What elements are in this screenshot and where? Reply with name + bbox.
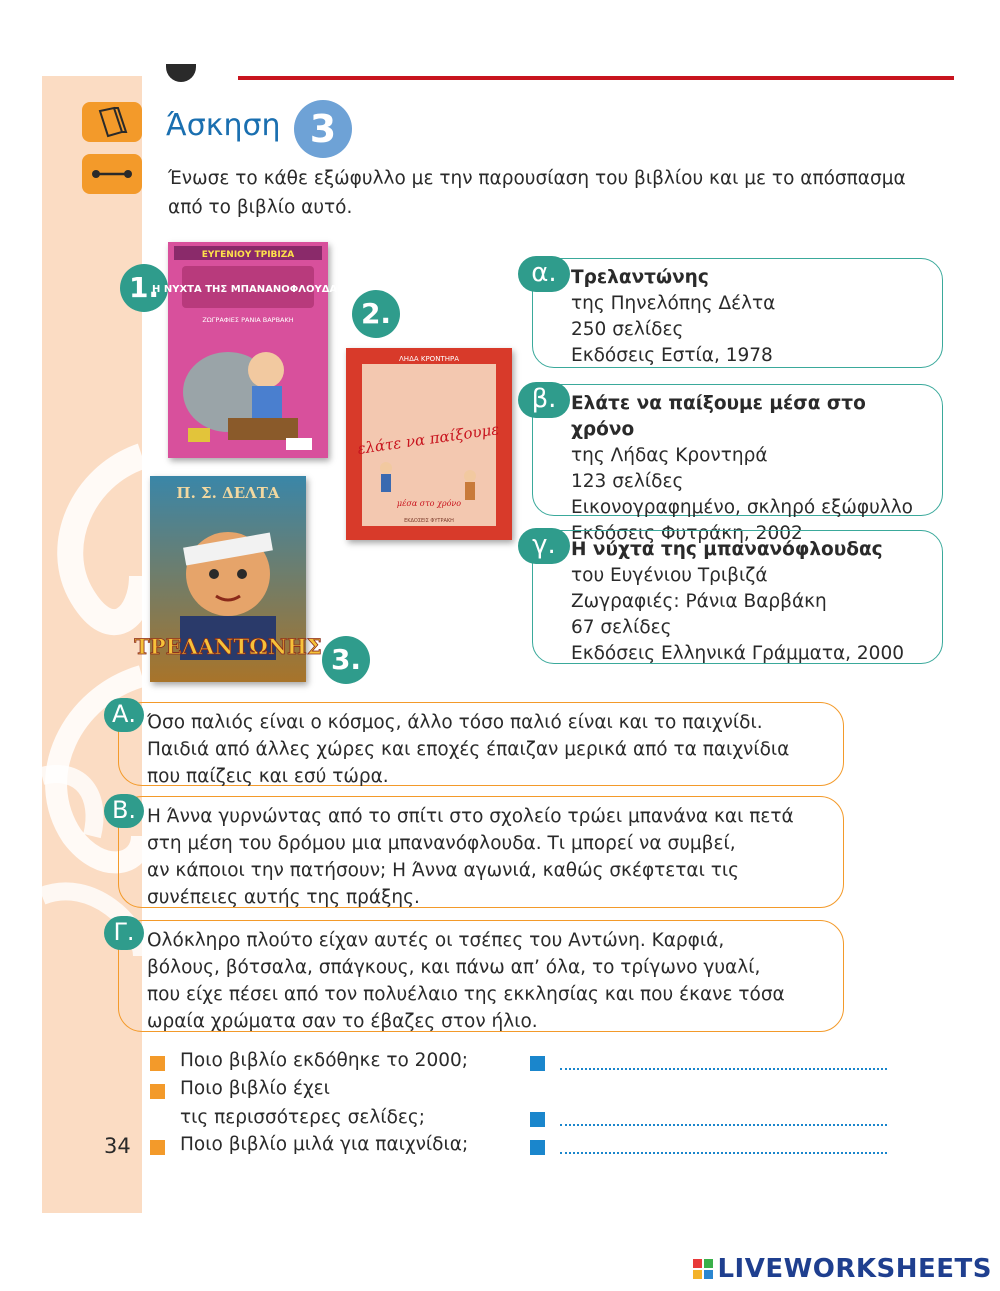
cover-1-sub: ΖΩΓΡΑΦΙΕΣ ΡΑΝΙΑ ΒΑΡΒΑΚΗ [202,316,294,324]
cover-2-sub: μέσα στο χρόνο [396,499,462,508]
info-a-line-1: της Πηνελόπης Δέλτα [571,293,776,314]
brand-name: LIVEWORKSHEETS [717,1254,992,1284]
connect-line-icon [82,154,142,194]
info-c-line-3: 67 σελίδες [571,617,672,638]
exercise-title: Άσκηση [166,108,281,143]
info-b-line-4: Εκδόσεις Φυτράκη, 2002 [571,523,803,544]
excerpt-letter-b: Β. [104,794,144,828]
cover-1-title: Η ΝΥΧΤΑ ΤΗΣ ΜΠΑΝΑΝΟΦΛΟΥΔΑΣ [151,284,345,295]
info-letter-c: γ. [518,528,570,564]
left-margin-band [42,76,142,1213]
answer-field-1[interactable] [560,1068,887,1070]
excerpt-b-line-1: Η Άννα γυρνώντας από το σπίτι στο σχολείο τρώει μπανάνα και πετά [147,806,794,827]
answer-bullet-3 [530,1140,545,1155]
answer-bullet-1 [530,1056,545,1071]
excerpt-box-a[interactable] [118,702,844,786]
info-a-line-3: Εκδόσεις Εστία, 1978 [571,345,773,366]
excerpt-box-b[interactable] [118,796,844,908]
exercise-instruction: Ένωσε το κάθε εξώφυλλο με την παρουσίαση του βιβλίου και με το απόσπασμα από το βιβλίο αυτό. [168,168,906,218]
brand-logo-icon [693,1259,713,1279]
book-icon [82,102,142,142]
excerpt-b-line-3: αν κάποιοι την πατήσουν; Η Άννα αγωνιά, καθώς σκέφτεται τις [147,860,740,881]
info-b-line-3: Εικονογραφημένο, σκληρό εξώφυλλο [571,497,913,518]
question-3: Ποιο βιβλίο μιλά για παιχνίδια; [180,1134,469,1155]
info-box-b[interactable] [532,384,943,544]
page-number: 34 [104,1134,131,1158]
top-rule [238,76,954,80]
excerpt-c-line-4: ωραία χρώματα σαν το έβαζες στον ήλιο. [147,1011,538,1032]
cover-2-title: ελάτε να παίξουμε [356,420,501,458]
excerpt-c-line-1: Ολόκληρο πλούτο είχαν αυτές οι τσέπες του Αντώνη. Καρφιά, [147,930,725,951]
book-cover-3[interactable] [134,476,322,682]
excerpt-c-line-2: βόλους, βότσαλα, σπάγκους, και πάνω απ’ όλα, το τρίγωνο γυαλί, [147,957,761,978]
info-a-line-2: 250 σελίδες [571,319,684,340]
excerpt-b-line-2: στη μέση του δρόμου μια μπανανόφλουδα. Τι μπορεί να συμβεί, [147,833,736,854]
cover-badge-3: 3. [322,636,370,684]
book-cover-1[interactable] [151,242,345,458]
excerpt-c-line-3: που είχε πέσει από τον πολυέλαιο της εκκλησίας και που έκανε τόσα [147,984,785,1005]
info-letter-a: α. [518,256,570,292]
cover-2-publisher: ΕΚΔΟΣΕΙΣ ΦΥΤΡΑΚΗ [404,518,454,524]
question-bullet-2 [150,1084,165,1099]
info-b-title: Ελάτε να παίξουμε μέσα στο χρόνο [571,393,866,440]
excerpt-a-line-1: Όσο παλιός είναι ο κόσμος, άλλο τόσο παλιό είναι και το παιχνίδι. [147,712,763,733]
cover-3-title: ΤΡΕΛΑΝΤΩΝΗΣ [134,634,322,659]
info-letter-b: β. [518,382,570,418]
cover-1-author: ΕΥΓΕΝΙΟΥ ΤΡΙΒΙΖΑ [201,250,295,260]
question-2-cont: τις περισσότερες σελίδες; [180,1107,426,1128]
info-c-title: Η νύχτα της μπανανόφλουδας [571,539,883,560]
answer-field-3[interactable] [560,1152,887,1154]
question-2: Ποιο βιβλίο έχει [180,1078,330,1099]
info-box-a[interactable] [532,258,943,368]
excerpt-a-line-2: Παιδιά από άλλες χώρες και εποχές έπαιζαν μερικά από τα παιχνίδια [147,739,790,760]
brand-footer[interactable] [693,1254,992,1284]
excerpt-b-line-4: συνέπειες αυτής της πράξης. [147,887,420,908]
info-b-line-2: 123 σελίδες [571,471,684,492]
question-bullet-3 [150,1140,165,1155]
decorative-swirl [42,76,142,1213]
info-box-c[interactable] [532,530,943,664]
cover-3-author: Π. Σ. ΔΕΛΤΑ [176,484,280,502]
question-bullet-1 [150,1056,165,1071]
info-c-line-1: του Ευγένιου Τριβιζά [571,565,768,586]
answer-bullet-2 [530,1112,545,1127]
book-cover-2[interactable] [346,348,512,540]
info-c-line-4: Εκδόσεις Ελληνικά Γράμματα, 2000 [571,643,904,664]
info-a-title: Τρελαντώνης [571,267,709,288]
excerpt-a-line-3: που παίζεις και εσύ τώρα. [147,766,389,787]
info-c-line-2: Ζωγραφιές: Ράνια Βαρβάκη [571,591,827,612]
exercise-number-badge: 3 [294,100,352,158]
excerpt-box-c[interactable] [118,920,844,1032]
answer-field-2[interactable] [560,1124,887,1126]
cover-2-author: ΛΗΔΑ ΚΡΟΝΤΗΡΑ [399,355,459,363]
cover-badge-1: 1. [120,264,168,312]
excerpt-letter-a: Α. [104,698,144,732]
excerpt-letter-c: Γ. [104,916,144,950]
question-1: Ποιο βιβλίο εκδόθηκε το 2000; [180,1050,468,1071]
info-b-line-1: της Λήδας Κροντηρά [571,445,768,466]
cover-badge-2: 2. [352,290,400,338]
